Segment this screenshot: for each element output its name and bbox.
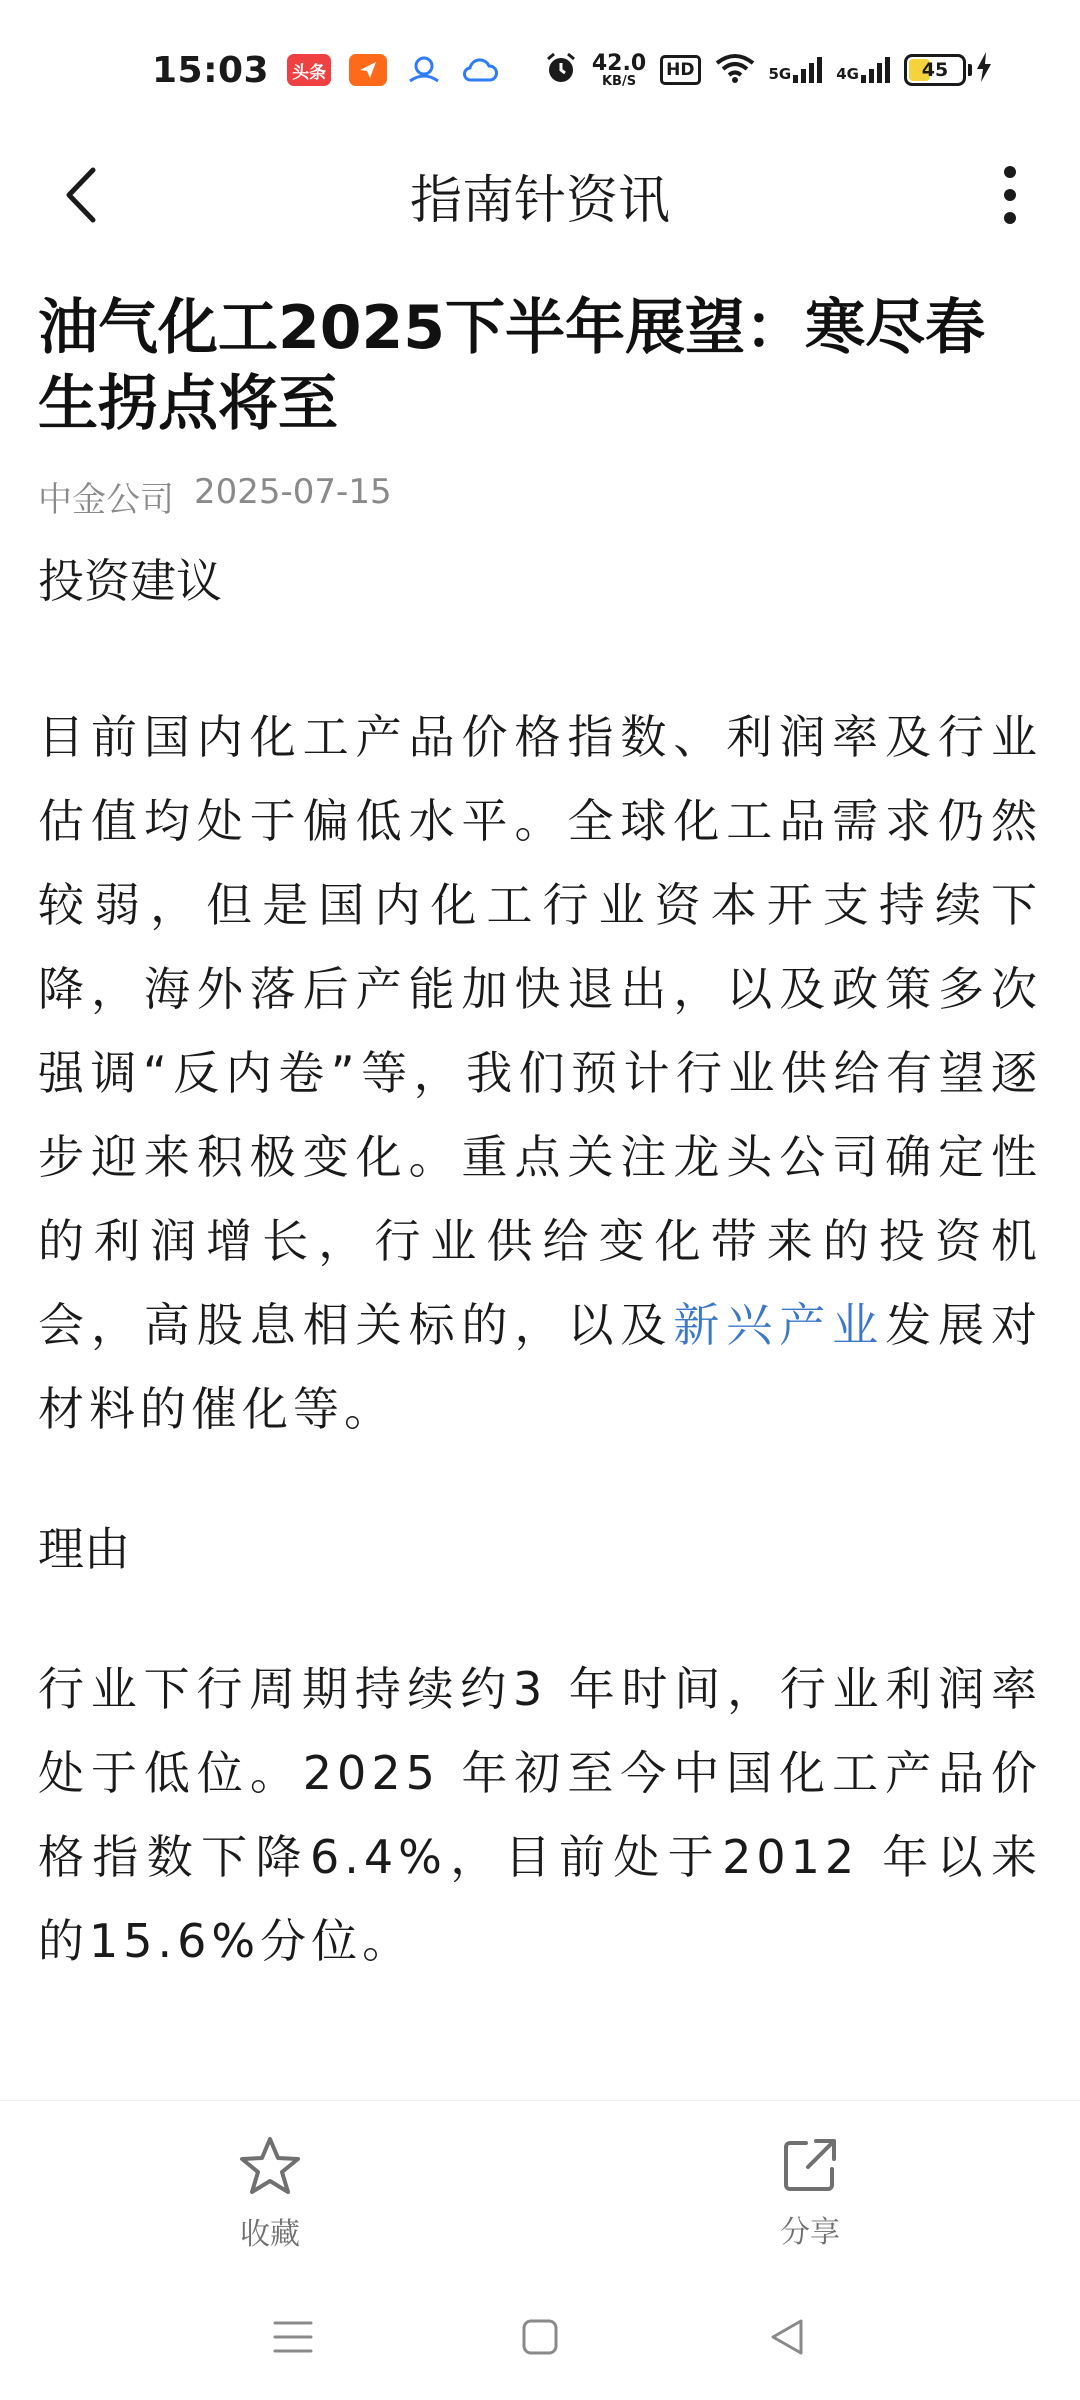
share-label: 分享 <box>780 2215 840 2250</box>
paragraph-text: 目前国内化工产品价格指数、利润率及行业估值均处于偏低水平。全球化工品需求仍然较弱，但是国内化工行业资本开支持续下降，海外落后产能加快退出，以及政策多次强调“反内卷”等，我们预计行业供给有望逐步迎来积极变化。重点关注龙头公司确定性的利润增长，行业供给变化带来的投资机会，高股息相关标的，以及 <box>38 710 1042 1352</box>
star-icon <box>238 2135 302 2197</box>
app-notification-icon <box>349 54 387 86</box>
favorite-label: 收藏 <box>240 2217 300 2252</box>
status-bar-right <box>544 51 992 89</box>
network-speed-value: 42.0 <box>591 50 647 76</box>
signal-bars-icon <box>861 57 890 83</box>
system-navigation-bar <box>0 2282 1080 2392</box>
favorite-button[interactable] <box>0 2101 540 2255</box>
status-bar-left <box>152 50 499 91</box>
page-title: 指南针资讯 <box>409 170 670 231</box>
cloud-service-icon <box>405 54 443 86</box>
signal-5g-label: 5G <box>768 65 792 83</box>
chevron-left-icon <box>61 166 101 224</box>
article-paragraph: 行业下行周期持续约3 年时间，行业利润率处于低位。2025 年初至今中国化工产品价格指数下降6.4%，目前处于2012 年以来的15.6%分位。 <box>38 1662 1042 1968</box>
signal-4g-label: 4G <box>836 65 859 83</box>
article-source: 中金公司 <box>38 480 174 520</box>
article-meta <box>38 472 1042 521</box>
charging-bolt-icon <box>976 52 992 89</box>
bottom-action-bar <box>0 2100 1080 2255</box>
more-options-button[interactable] <box>990 160 1030 230</box>
more-dot-icon <box>1004 189 1016 201</box>
wifi-icon <box>715 53 755 87</box>
section-heading-investment: 投资建议 <box>38 554 222 608</box>
system-back-button[interactable] <box>747 2297 827 2377</box>
share-button[interactable] <box>540 2101 1080 2255</box>
status-bar <box>0 0 1080 140</box>
toutiao-notification-icon: 头条 <box>287 54 331 86</box>
share-icon <box>780 2135 840 2195</box>
more-dot-icon <box>1004 166 1016 178</box>
alarm-icon <box>544 51 578 89</box>
signal-4g <box>836 57 890 83</box>
menu-icon <box>273 2319 313 2355</box>
article-title: 油气化工2025下半年展望：寒尽春生拐点将至 <box>38 293 985 439</box>
signal-bars-icon <box>793 57 822 83</box>
back-button[interactable] <box>46 160 116 230</box>
weather-cloud-icon <box>461 54 499 86</box>
square-home-icon <box>521 2318 559 2356</box>
article-paragraph <box>38 695 1042 1451</box>
triangle-back-icon <box>767 2317 807 2357</box>
status-time: 15:03 <box>152 49 270 91</box>
top-nav-bar <box>0 140 1080 250</box>
more-dot-icon <box>1004 212 1016 224</box>
recent-apps-button[interactable] <box>253 2297 333 2377</box>
battery-cap <box>968 64 972 76</box>
network-speed <box>591 50 647 89</box>
hd-voice-icon: HD <box>660 55 700 85</box>
battery-indicator <box>904 52 992 89</box>
article-body <box>38 290 1042 1983</box>
section-heading-reason: 理由 <box>38 1522 130 1576</box>
battery-level: 45 <box>921 59 949 81</box>
signal-5g <box>769 57 823 83</box>
paragraph-text: 发展对材料的催化等。 <box>38 1298 1043 1436</box>
network-speed-unit: KB/S <box>601 73 637 89</box>
concept-link-emerging-industry[interactable]: 新兴产业 <box>673 1298 886 1352</box>
article-date: 2025-07-15 <box>194 472 392 512</box>
battery-icon <box>904 54 966 86</box>
home-button[interactable] <box>500 2297 580 2377</box>
